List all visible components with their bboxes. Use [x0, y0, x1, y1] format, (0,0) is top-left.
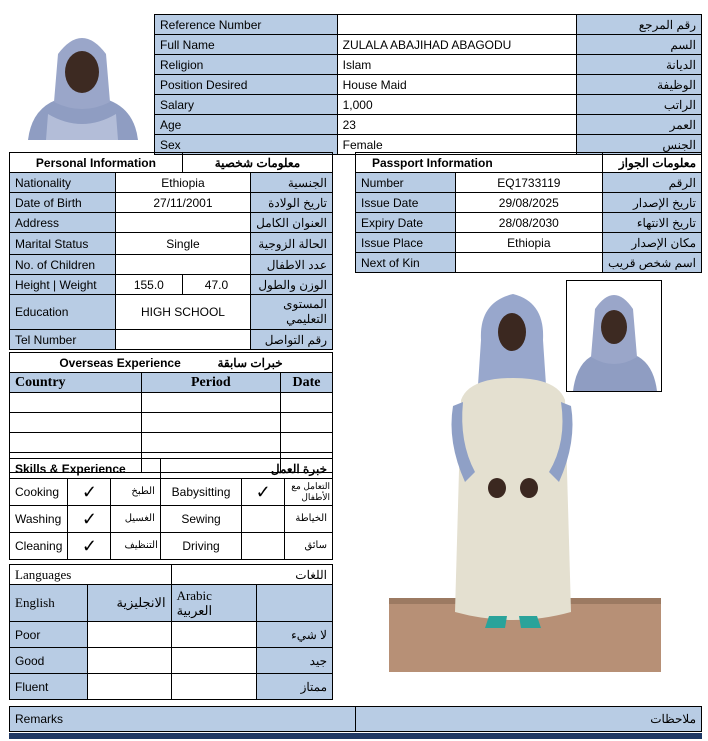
salary-label: Salary: [155, 95, 338, 115]
height-weight-label: Height | Weight: [10, 275, 116, 295]
passport-next-of-kin-label-ar: اسم شخص قريب: [602, 253, 701, 273]
language-level-fluent-row: [10, 674, 333, 700]
dob-row: [10, 193, 333, 213]
remarks-table: [9, 706, 702, 732]
skill-sewing-check[interactable]: [242, 506, 285, 533]
header-table: [154, 14, 702, 155]
english-label: English: [10, 585, 88, 622]
passport-number-label-ar: الرقم: [602, 173, 701, 193]
passport-issue-date-row: [356, 193, 702, 213]
overseas-title: [10, 353, 333, 373]
overseas-col-date: Date: [281, 373, 333, 393]
full-name-value: ZULALA ABAJIHAD ABAGODU: [337, 35, 577, 55]
education-label: Education: [10, 295, 116, 330]
marital-row: [10, 233, 333, 255]
passport-number-label: Number: [356, 173, 456, 193]
skill-sewing-label-ar: الخياطة: [285, 506, 333, 533]
skill-row-washing: [10, 506, 333, 533]
height-weight-label-ar: الوزن والطول: [251, 275, 333, 295]
passport-expiry-date-row: [356, 213, 702, 233]
language-level-poor-ar: لا شيء: [257, 622, 333, 648]
passport-size-photo: [566, 280, 662, 392]
languages-title-ar: اللغات: [171, 565, 332, 585]
footer-bar: [9, 733, 702, 739]
religion-value: Islam: [337, 55, 577, 75]
overseas-row: [10, 413, 333, 433]
sex-value: Female: [337, 135, 577, 155]
tel-row: [10, 330, 333, 350]
skill-washing-label: Washing: [10, 506, 68, 533]
salary-label-ar: الراتب: [577, 95, 702, 115]
passport-next-of-kin-value: [455, 253, 602, 273]
skill-cooking-label: Cooking: [10, 479, 68, 506]
full-name-label: Full Name: [155, 35, 338, 55]
children-label: No. of Children: [10, 255, 116, 275]
nationality-label: Nationality: [10, 173, 116, 193]
skill-babysitting-label: Babysitting: [160, 479, 241, 506]
skill-babysitting-ar-line2: الأطفال: [301, 492, 330, 502]
passport-next-of-kin-label: Next of Kin: [356, 253, 456, 273]
passport-issue-place-label-ar: مكان الإصدار: [602, 233, 701, 253]
overseas-row: [10, 433, 333, 453]
reference-number-value: [337, 15, 577, 35]
passport-title-ar: معلومات الجواز: [602, 153, 701, 173]
overseas-table: [9, 352, 333, 473]
skill-row-cooking: [10, 479, 333, 506]
header-portrait: [18, 24, 146, 140]
position-label-ar: الوظيفة: [577, 75, 702, 95]
skill-cleaning-label-ar: التنظيف: [111, 533, 161, 560]
position-value: House Maid: [337, 75, 577, 95]
arabic-label-ar: العربية: [176, 603, 213, 618]
religion-label: Religion: [155, 55, 338, 75]
header-row-religion: [155, 55, 702, 75]
language-level-fluent-ar: ممتاز: [257, 674, 333, 700]
overseas-title-en: Overseas Experience: [59, 355, 181, 370]
address-value: [115, 213, 250, 233]
dob-label-ar: تاريخ الولادة: [251, 193, 333, 213]
arabic-label-en: Arabic: [176, 588, 212, 603]
passport-number-value: EQ1733119: [455, 173, 602, 193]
languages-table: [9, 564, 333, 700]
marital-label: Marital Status: [10, 233, 116, 255]
passport-issue-place-value: Ethiopia: [455, 233, 602, 253]
marital-label-ar: الحالة الزوجية: [251, 233, 333, 255]
header-row-reference: [155, 15, 702, 35]
age-label-ar: العمر: [577, 115, 702, 135]
tel-label: Tel Number: [10, 330, 116, 350]
language-level-good-row: [10, 648, 333, 674]
skill-cleaning-check[interactable]: ✓: [68, 533, 111, 560]
languages-header-row: [10, 585, 333, 622]
weight-value: 47.0: [182, 275, 250, 295]
remarks-row: [10, 707, 702, 732]
skill-row-cleaning: [10, 533, 333, 560]
skill-driving-label: Driving: [160, 533, 241, 560]
full-name-label-ar: السم: [577, 35, 702, 55]
education-label-ar-line1: المستوى: [283, 297, 327, 311]
arabic-poor-cell[interactable]: [171, 622, 257, 648]
overseas-title-row: [10, 353, 333, 373]
tel-label-ar: رقم التواصل: [251, 330, 333, 350]
address-row: [10, 213, 333, 233]
language-level-good: Good: [10, 648, 88, 674]
skills-table: [9, 458, 333, 560]
personal-info-title: Personal Information: [10, 153, 183, 173]
skill-cooking-check[interactable]: ✓: [68, 479, 111, 506]
passport-issue-place-row: [356, 233, 702, 253]
passport-next-of-kin-row: [356, 253, 702, 273]
language-level-good-ar: جيد: [257, 648, 333, 674]
skills-title: Skills & Experience: [10, 459, 161, 479]
education-label-ar-line2: التعليمي: [286, 312, 327, 326]
address-label: Address: [10, 213, 116, 233]
skill-sewing-label: Sewing: [160, 506, 241, 533]
passport-issue-place-label: Issue Place: [356, 233, 456, 253]
skill-babysitting-check[interactable]: ✓: [242, 479, 285, 506]
header-row-full-name: [155, 35, 702, 55]
header-row-salary: [155, 95, 702, 115]
sex-label-ar: الجنس: [577, 135, 702, 155]
header-row-position: [155, 75, 702, 95]
education-value: HIGH SCHOOL: [115, 295, 250, 330]
arabic-good-cell[interactable]: [171, 648, 257, 674]
skill-babysitting-label-ar: [285, 479, 333, 506]
header-row-age: [155, 115, 702, 135]
dob-label: Date of Birth: [10, 193, 116, 213]
sex-label: Sex: [155, 135, 338, 155]
address-label-ar: العنوان الكامل: [251, 213, 333, 233]
passport-number-row: [356, 173, 702, 193]
skill-cleaning-label: Cleaning: [10, 533, 68, 560]
person-portrait-icon: [18, 24, 146, 140]
passport-expiry-date-label: Expiry Date: [356, 213, 456, 233]
skill-cooking-label-ar: الطبخ: [111, 479, 161, 506]
height-weight-row: [10, 275, 333, 295]
passport-issue-date-value: 29/08/2025: [455, 193, 602, 213]
language-level-fluent: Fluent: [10, 674, 88, 700]
skill-driving-label-ar: سائق: [285, 533, 333, 560]
religion-label-ar: الديانة: [577, 55, 702, 75]
overseas-header-row: [10, 373, 333, 393]
personal-info-title-row: [10, 153, 333, 173]
skills-title-row: [10, 459, 333, 479]
english-label-ar: الانجليزية: [87, 585, 171, 622]
nationality-value: Ethiopia: [115, 173, 250, 193]
skill-washing-label-ar: الغسيل: [111, 506, 161, 533]
english-good-cell[interactable]: [87, 648, 171, 674]
passport-title-row: [356, 153, 702, 173]
age-value: 23: [337, 115, 577, 135]
skill-driving-check[interactable]: [242, 533, 285, 560]
arabic-label: [171, 585, 257, 622]
passport-issue-date-label: Issue Date: [356, 193, 456, 213]
personal-info-table: [9, 152, 333, 350]
overseas-row: [10, 393, 333, 413]
position-label: Position Desired: [155, 75, 338, 95]
remarks-label: Remarks: [10, 707, 356, 732]
language-level-poor-row: [10, 622, 333, 648]
age-label: Age: [155, 115, 338, 135]
person-passport-photo-icon: [567, 281, 661, 391]
skill-babysitting-ar-line1: التعامل مع: [291, 481, 330, 491]
salary-value: 1,000: [337, 95, 577, 115]
overseas-col-period: Period: [141, 373, 280, 393]
skill-washing-check[interactable]: ✓: [68, 506, 111, 533]
dob-value: 27/11/2001: [115, 193, 250, 213]
arabic-fluent-cell[interactable]: [171, 674, 257, 700]
marital-value: Single: [115, 233, 250, 255]
remarks-label-ar: ملاحظات: [355, 707, 702, 732]
languages-title: Languages: [10, 565, 172, 585]
overseas-title-ar: خبرات سابقة: [217, 355, 283, 370]
personal-info-title-ar: معلومات شخصية: [182, 153, 332, 173]
passport-expiry-date-label-ar: تاريخ الانتهاء: [602, 213, 701, 233]
education-label-ar: [251, 295, 333, 330]
passport-issue-date-label-ar: تاريخ الإصدار: [602, 193, 701, 213]
english-fluent-cell[interactable]: [87, 674, 171, 700]
tel-value: [115, 330, 250, 350]
reference-number-label-ar: رقم المرجع: [577, 15, 702, 35]
skills-title-ar: خبرة العمل: [160, 459, 332, 479]
children-label-ar: عدد الاطفال: [251, 255, 333, 275]
education-row: [10, 295, 333, 330]
language-level-poor: Poor: [10, 622, 88, 648]
children-row: [10, 255, 333, 275]
nationality-label-ar: الجنسية: [251, 173, 333, 193]
nationality-row: [10, 173, 333, 193]
children-value: [115, 255, 250, 275]
passport-table: [355, 152, 702, 273]
passport-title: Passport Information: [356, 153, 603, 173]
passport-expiry-date-value: 28/08/2030: [455, 213, 602, 233]
languages-title-row: [10, 565, 333, 585]
overseas-col-country: Country: [10, 373, 142, 393]
reference-number-label: Reference Number: [155, 15, 338, 35]
height-value: 155.0: [115, 275, 182, 295]
english-poor-cell[interactable]: [87, 622, 171, 648]
